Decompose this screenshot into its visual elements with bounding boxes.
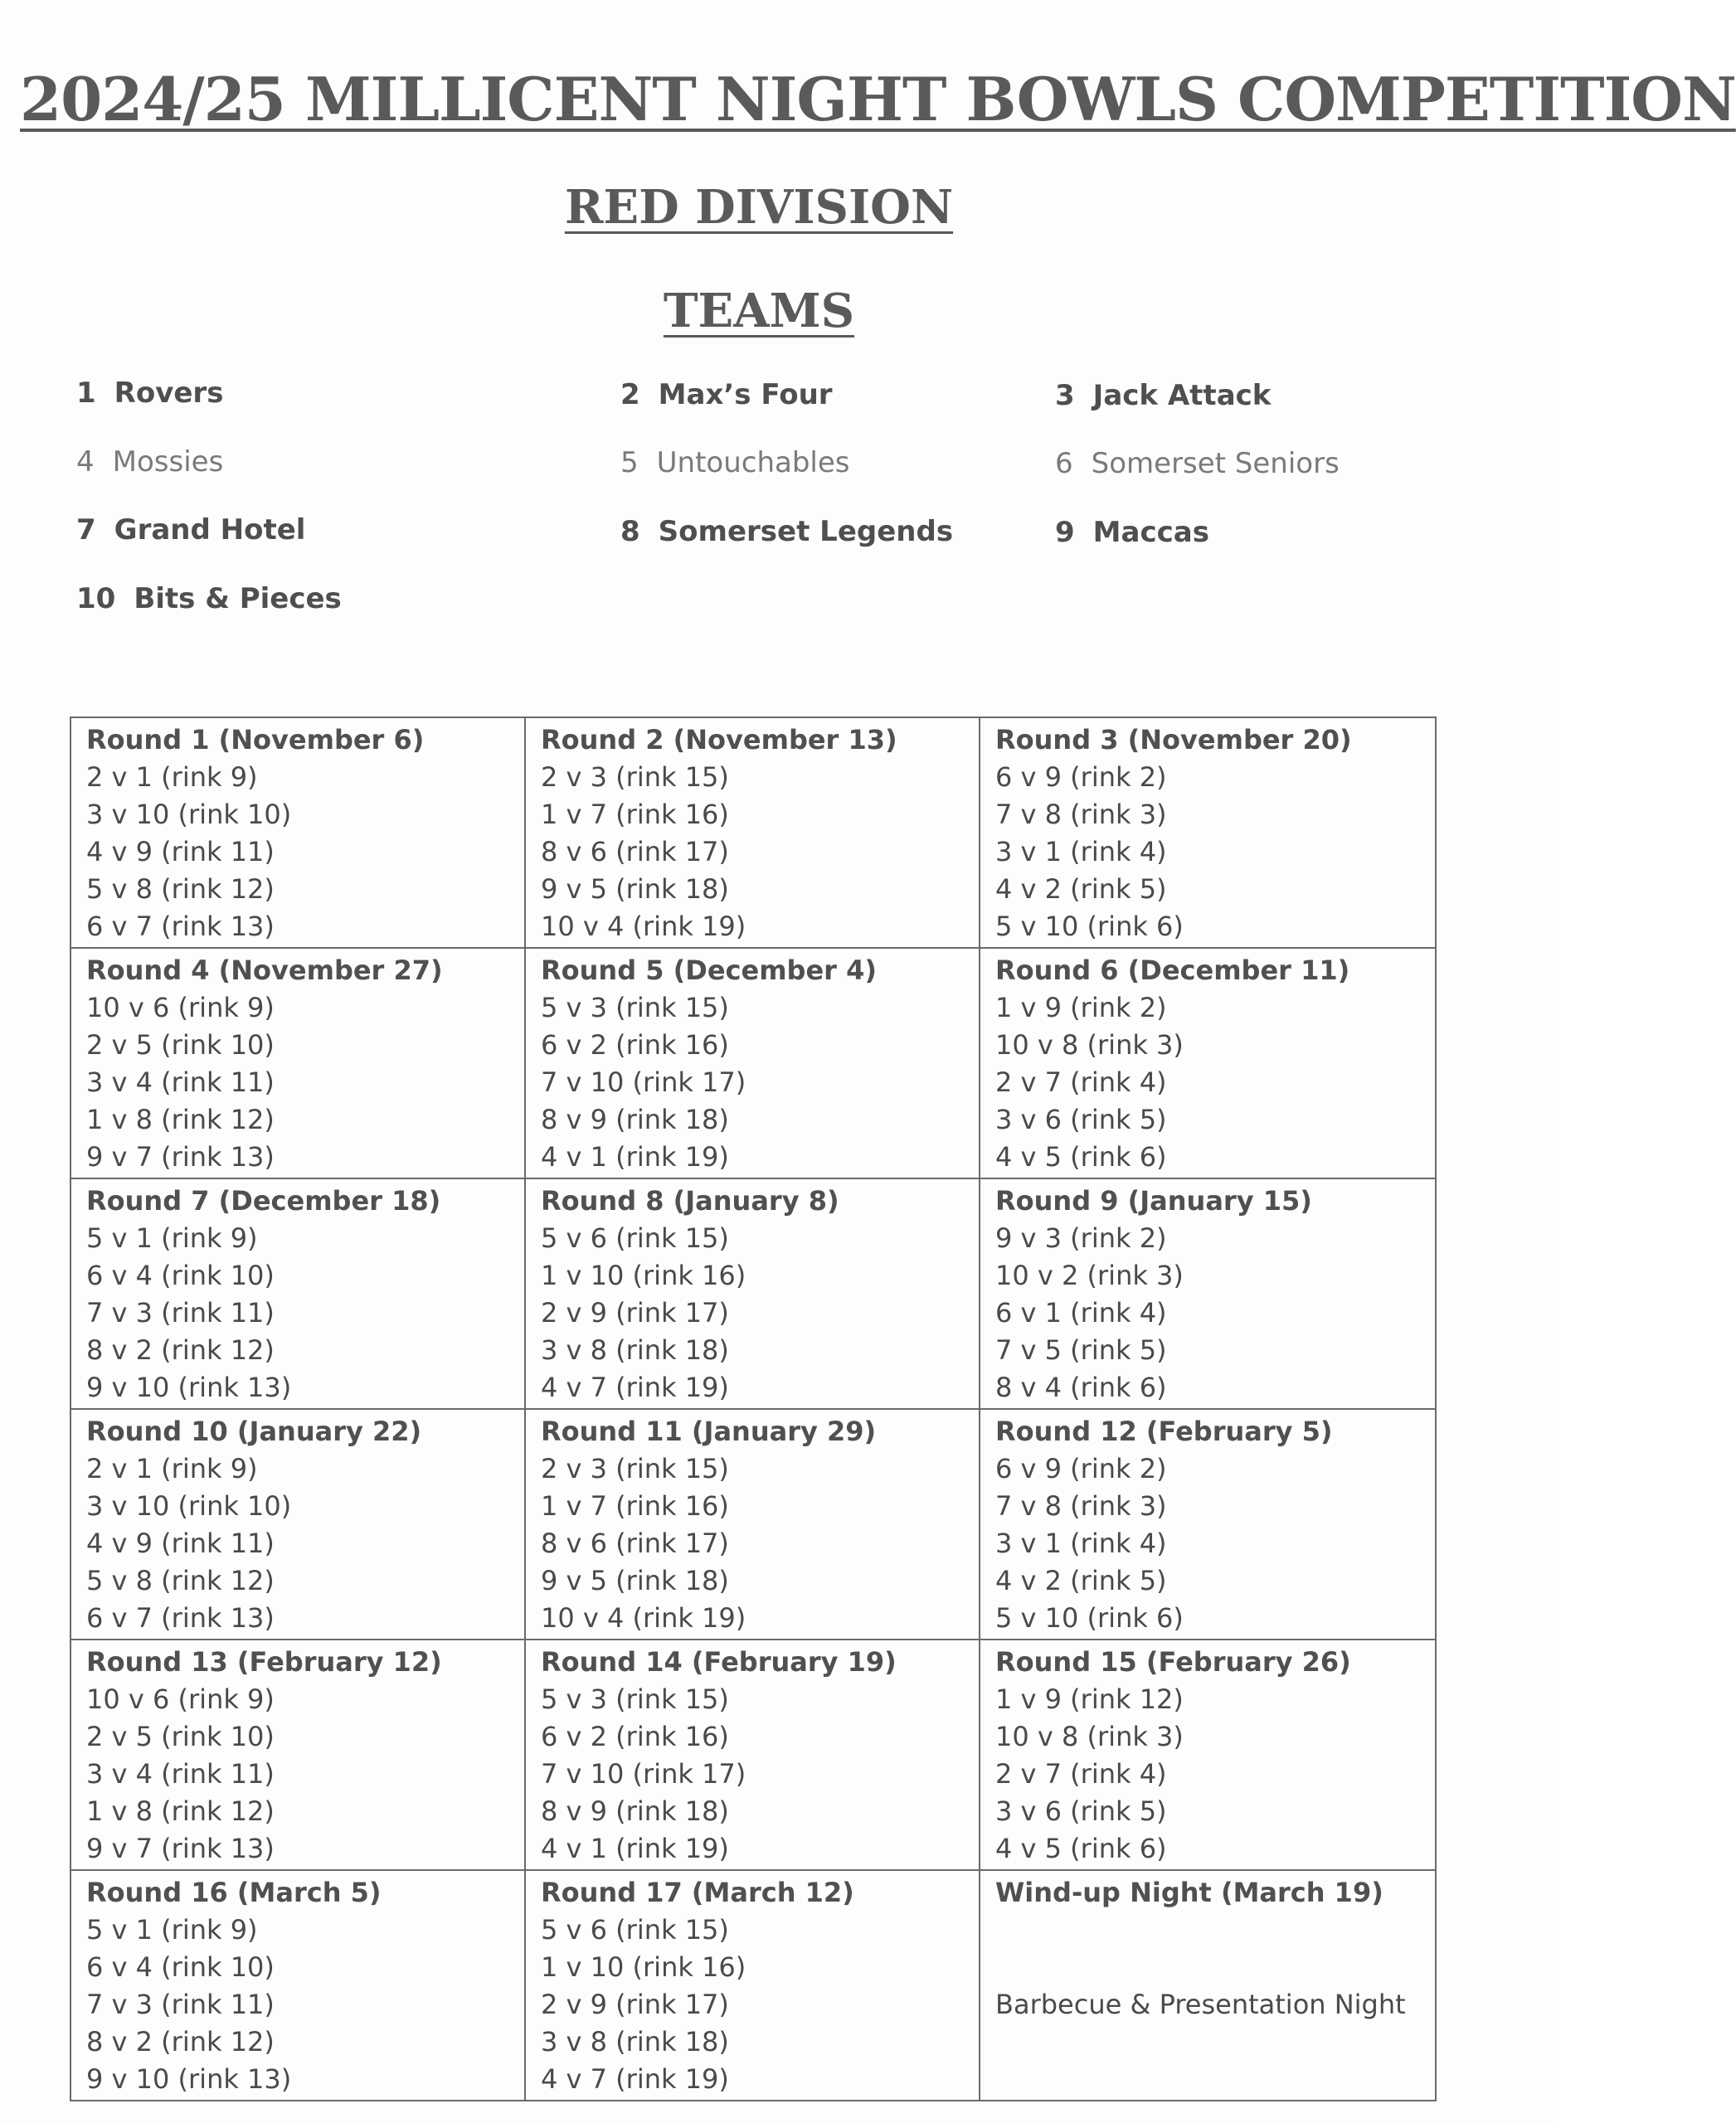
match-item: 6 v 9 (rink 2): [995, 761, 1167, 793]
round-cell: [71, 1640, 525, 1870]
round-heading: Round 13 (February 12): [86, 1646, 442, 1678]
match-item: 1 v 10 (rink 16): [541, 1260, 746, 1291]
page-title: 2024/25 MILLICENT NIGHT BOWLS COMPETITION: [20, 64, 1736, 134]
match-item: 3 v 10 (rink 10): [86, 799, 292, 830]
match-item: 4 v 9 (rink 11): [86, 836, 275, 867]
team-item: [1055, 514, 1209, 551]
match-item: 2 v 9 (rink 17): [541, 1297, 729, 1329]
match-item: 2 v 3 (rink 15): [541, 1453, 729, 1484]
team-name: Maccas: [1092, 516, 1209, 549]
team-number: 8: [620, 515, 640, 548]
team-number: 7: [76, 513, 96, 547]
team-item: [620, 377, 833, 413]
team-item: [620, 513, 953, 550]
match-item: 1 v 10 (rink 16): [541, 1951, 746, 1983]
team-item: [76, 375, 223, 411]
match-item: 9 v 7 (rink 13): [86, 1141, 275, 1173]
match-item: 1 v 9 (rink 2): [995, 992, 1167, 1023]
round-heading: Round 11 (January 29): [541, 1416, 877, 1447]
team-name: Grand Hotel: [114, 513, 306, 547]
match-item: 3 v 4 (rink 11): [86, 1758, 275, 1790]
match-item: 8 v 4 (rink 6): [995, 1372, 1167, 1403]
fixture-table: [70, 717, 1437, 2101]
match-item: 2 v 1 (rink 9): [86, 761, 258, 793]
round-heading: Round 15 (February 26): [995, 1646, 1351, 1678]
team-item: [620, 445, 850, 481]
match-item: 2 v 9 (rink 17): [541, 1989, 729, 2020]
team-number: 2: [620, 378, 640, 411]
round-cell: [525, 1178, 980, 1409]
team-item: [76, 581, 342, 617]
match-item: 6 v 2 (rink 16): [541, 1721, 729, 1752]
team-name: Max’s Four: [658, 378, 833, 411]
match-item: 5 v 1 (rink 9): [86, 1222, 258, 1254]
match-item: 6 v 1 (rink 4): [995, 1297, 1167, 1329]
team-name: Jack Attack: [1092, 379, 1272, 412]
round-heading: Round 10 (January 22): [86, 1416, 422, 1447]
match-item: 1 v 7 (rink 16): [541, 1490, 729, 1522]
round-heading: Round 8 (January 8): [541, 1185, 839, 1217]
match-item: 7 v 10 (rink 17): [541, 1066, 746, 1098]
match-item: 7 v 8 (rink 3): [995, 799, 1167, 830]
match-item: 10 v 6 (rink 9): [86, 1683, 275, 1715]
round-heading: Round 5 (December 4): [541, 955, 877, 986]
team-name: Somerset Legends: [658, 515, 954, 548]
match-item: 4 v 5 (rink 6): [995, 1833, 1167, 1864]
match-item: 4 v 1 (rink 19): [541, 1141, 729, 1173]
round-heading: Round 2 (November 13): [541, 724, 897, 755]
match-item: 5 v 6 (rink 15): [541, 1222, 729, 1254]
match-item: 10 v 6 (rink 9): [86, 992, 275, 1023]
match-item: 6 v 4 (rink 10): [86, 1260, 275, 1291]
match-item: 10 v 8 (rink 3): [995, 1029, 1184, 1061]
windup-heading: Wind-up Night (March 19): [995, 1877, 1383, 1908]
match-item: 3 v 6 (rink 5): [995, 1104, 1167, 1135]
match-item: 6 v 7 (rink 13): [86, 1602, 275, 1634]
match-item: 9 v 7 (rink 13): [86, 1833, 275, 1864]
round-cell: [525, 1870, 980, 2101]
match-item: 1 v 7 (rink 16): [541, 799, 729, 830]
team-number: 3: [1055, 379, 1075, 412]
match-item: 5 v 10 (rink 6): [995, 911, 1184, 942]
team-item: [1055, 377, 1271, 414]
match-item: 3 v 10 (rink 10): [86, 1490, 292, 1522]
match-item: 10 v 2 (rink 3): [995, 1260, 1184, 1291]
round-cell: [980, 717, 1436, 948]
match-item: 4 v 7 (rink 19): [541, 2063, 729, 2095]
match-item: 6 v 9 (rink 2): [995, 1453, 1167, 1484]
round-cell: [71, 717, 525, 948]
match-item: 5 v 8 (rink 12): [86, 1565, 275, 1596]
table-row: [71, 1178, 1436, 1409]
match-item: 7 v 10 (rink 17): [541, 1758, 746, 1790]
match-item: 9 v 5 (rink 18): [541, 1565, 729, 1596]
round-cell: [980, 1640, 1436, 1870]
round-cell: [980, 1178, 1436, 1409]
match-item: 3 v 8 (rink 18): [541, 1334, 729, 1366]
match-item: 1 v 9 (rink 12): [995, 1683, 1184, 1715]
round-cell: [71, 1178, 525, 1409]
match-item: 10 v 8 (rink 3): [995, 1721, 1184, 1752]
match-item: 3 v 8 (rink 18): [541, 2026, 729, 2057]
team-number: 10: [76, 582, 116, 615]
round-cell: [525, 1409, 980, 1640]
team-number: 6: [1055, 447, 1073, 480]
match-item: 8 v 2 (rink 12): [86, 1334, 275, 1366]
match-item: 6 v 2 (rink 16): [541, 1029, 729, 1061]
teams-heading: TEAMS: [663, 284, 855, 338]
round-heading: Round 4 (November 27): [86, 955, 443, 986]
match-item: 4 v 2 (rink 5): [995, 873, 1167, 905]
table-row: [71, 948, 1436, 1178]
match-item: 2 v 3 (rink 15): [541, 761, 729, 793]
table-row: [71, 1409, 1436, 1640]
match-item: 2 v 1 (rink 9): [86, 1453, 258, 1484]
match-item: 4 v 7 (rink 19): [541, 1372, 729, 1403]
match-item: 4 v 5 (rink 6): [995, 1141, 1167, 1173]
round-cell: [980, 1409, 1436, 1640]
team-name: Untouchables: [656, 446, 850, 479]
match-item: 9 v 10 (rink 13): [86, 2063, 292, 2095]
team-item: [76, 512, 305, 548]
round-heading: Round 6 (December 11): [995, 955, 1350, 986]
match-item: 8 v 9 (rink 18): [541, 1795, 729, 1827]
match-item: 3 v 1 (rink 4): [995, 1528, 1167, 1559]
round-heading: Round 17 (March 12): [541, 1877, 854, 1908]
match-item: 3 v 4 (rink 11): [86, 1066, 275, 1098]
round-cell: [525, 948, 980, 1178]
match-item: 1 v 8 (rink 12): [86, 1104, 275, 1135]
match-item: 9 v 3 (rink 2): [995, 1222, 1167, 1254]
team-number: 4: [76, 445, 95, 479]
round-heading: Round 16 (March 5): [86, 1877, 382, 1908]
team-name: Rovers: [114, 377, 224, 410]
round-cell: [980, 948, 1436, 1178]
match-item: 4 v 9 (rink 11): [86, 1528, 275, 1559]
match-item: 6 v 4 (rink 10): [86, 1951, 275, 1983]
round-heading: Round 14 (February 19): [541, 1646, 897, 1678]
round-cell: [71, 948, 525, 1178]
match-item: 3 v 1 (rink 4): [995, 836, 1167, 867]
match-item: 8 v 9 (rink 18): [541, 1104, 729, 1135]
table-row: [71, 1640, 1436, 1870]
team-name: Mossies: [112, 445, 224, 479]
round-heading: Round 12 (February 5): [995, 1416, 1333, 1447]
round-cell: [525, 717, 980, 948]
match-item: 10 v 4 (rink 19): [541, 911, 746, 942]
match-item: 5 v 8 (rink 12): [86, 873, 275, 905]
match-item: 7 v 8 (rink 3): [995, 1490, 1167, 1522]
match-item: 8 v 6 (rink 17): [541, 1528, 729, 1559]
match-item: 5 v 10 (rink 6): [995, 1602, 1184, 1634]
round-cell: [525, 1640, 980, 1870]
team-number: 1: [76, 377, 96, 410]
windup-cell: [980, 1870, 1436, 2101]
team-number: 5: [620, 446, 639, 479]
match-item: 5 v 1 (rink 9): [86, 1914, 258, 1946]
match-item: 8 v 2 (rink 12): [86, 2026, 275, 2057]
match-item: 2 v 7 (rink 4): [995, 1758, 1167, 1790]
windup-text: Barbecue & Presentation Night: [995, 1989, 1406, 2020]
division-title: RED DIVISION: [564, 180, 954, 235]
team-name: Bits & Pieces: [134, 582, 342, 615]
match-item: 5 v 3 (rink 15): [541, 992, 729, 1023]
match-item: 1 v 8 (rink 12): [86, 1795, 275, 1827]
match-item: 7 v 5 (rink 5): [995, 1334, 1167, 1366]
match-item: 2 v 7 (rink 4): [995, 1066, 1167, 1098]
round-cell: [71, 1870, 525, 2101]
match-item: 10 v 4 (rink 19): [541, 1602, 746, 1634]
team-item: [1055, 445, 1340, 482]
table-row: [71, 1870, 1436, 2101]
round-cell: [71, 1409, 525, 1640]
team-number: 9: [1055, 516, 1075, 549]
team-name: Somerset Seniors: [1091, 447, 1340, 480]
match-item: 7 v 3 (rink 11): [86, 1297, 275, 1329]
match-item: 6 v 7 (rink 13): [86, 911, 275, 942]
round-heading: Round 1 (November 6): [86, 724, 425, 755]
round-heading: Round 7 (December 18): [86, 1185, 441, 1217]
match-item: 3 v 6 (rink 5): [995, 1795, 1167, 1827]
match-item: 5 v 3 (rink 15): [541, 1683, 729, 1715]
table-row: [71, 717, 1436, 948]
match-item: 2 v 5 (rink 10): [86, 1029, 275, 1061]
round-heading: Round 3 (November 20): [995, 724, 1352, 755]
match-item: 4 v 1 (rink 19): [541, 1833, 729, 1864]
round-heading: Round 9 (January 15): [995, 1185, 1312, 1217]
match-item: 8 v 6 (rink 17): [541, 836, 729, 867]
match-item: 5 v 6 (rink 15): [541, 1914, 729, 1946]
match-item: 7 v 3 (rink 11): [86, 1989, 275, 2020]
match-item: 2 v 5 (rink 10): [86, 1721, 275, 1752]
match-item: 9 v 10 (rink 13): [86, 1372, 292, 1403]
match-item: 4 v 2 (rink 5): [995, 1565, 1167, 1596]
team-item: [76, 444, 223, 480]
match-item: 9 v 5 (rink 18): [541, 873, 729, 905]
